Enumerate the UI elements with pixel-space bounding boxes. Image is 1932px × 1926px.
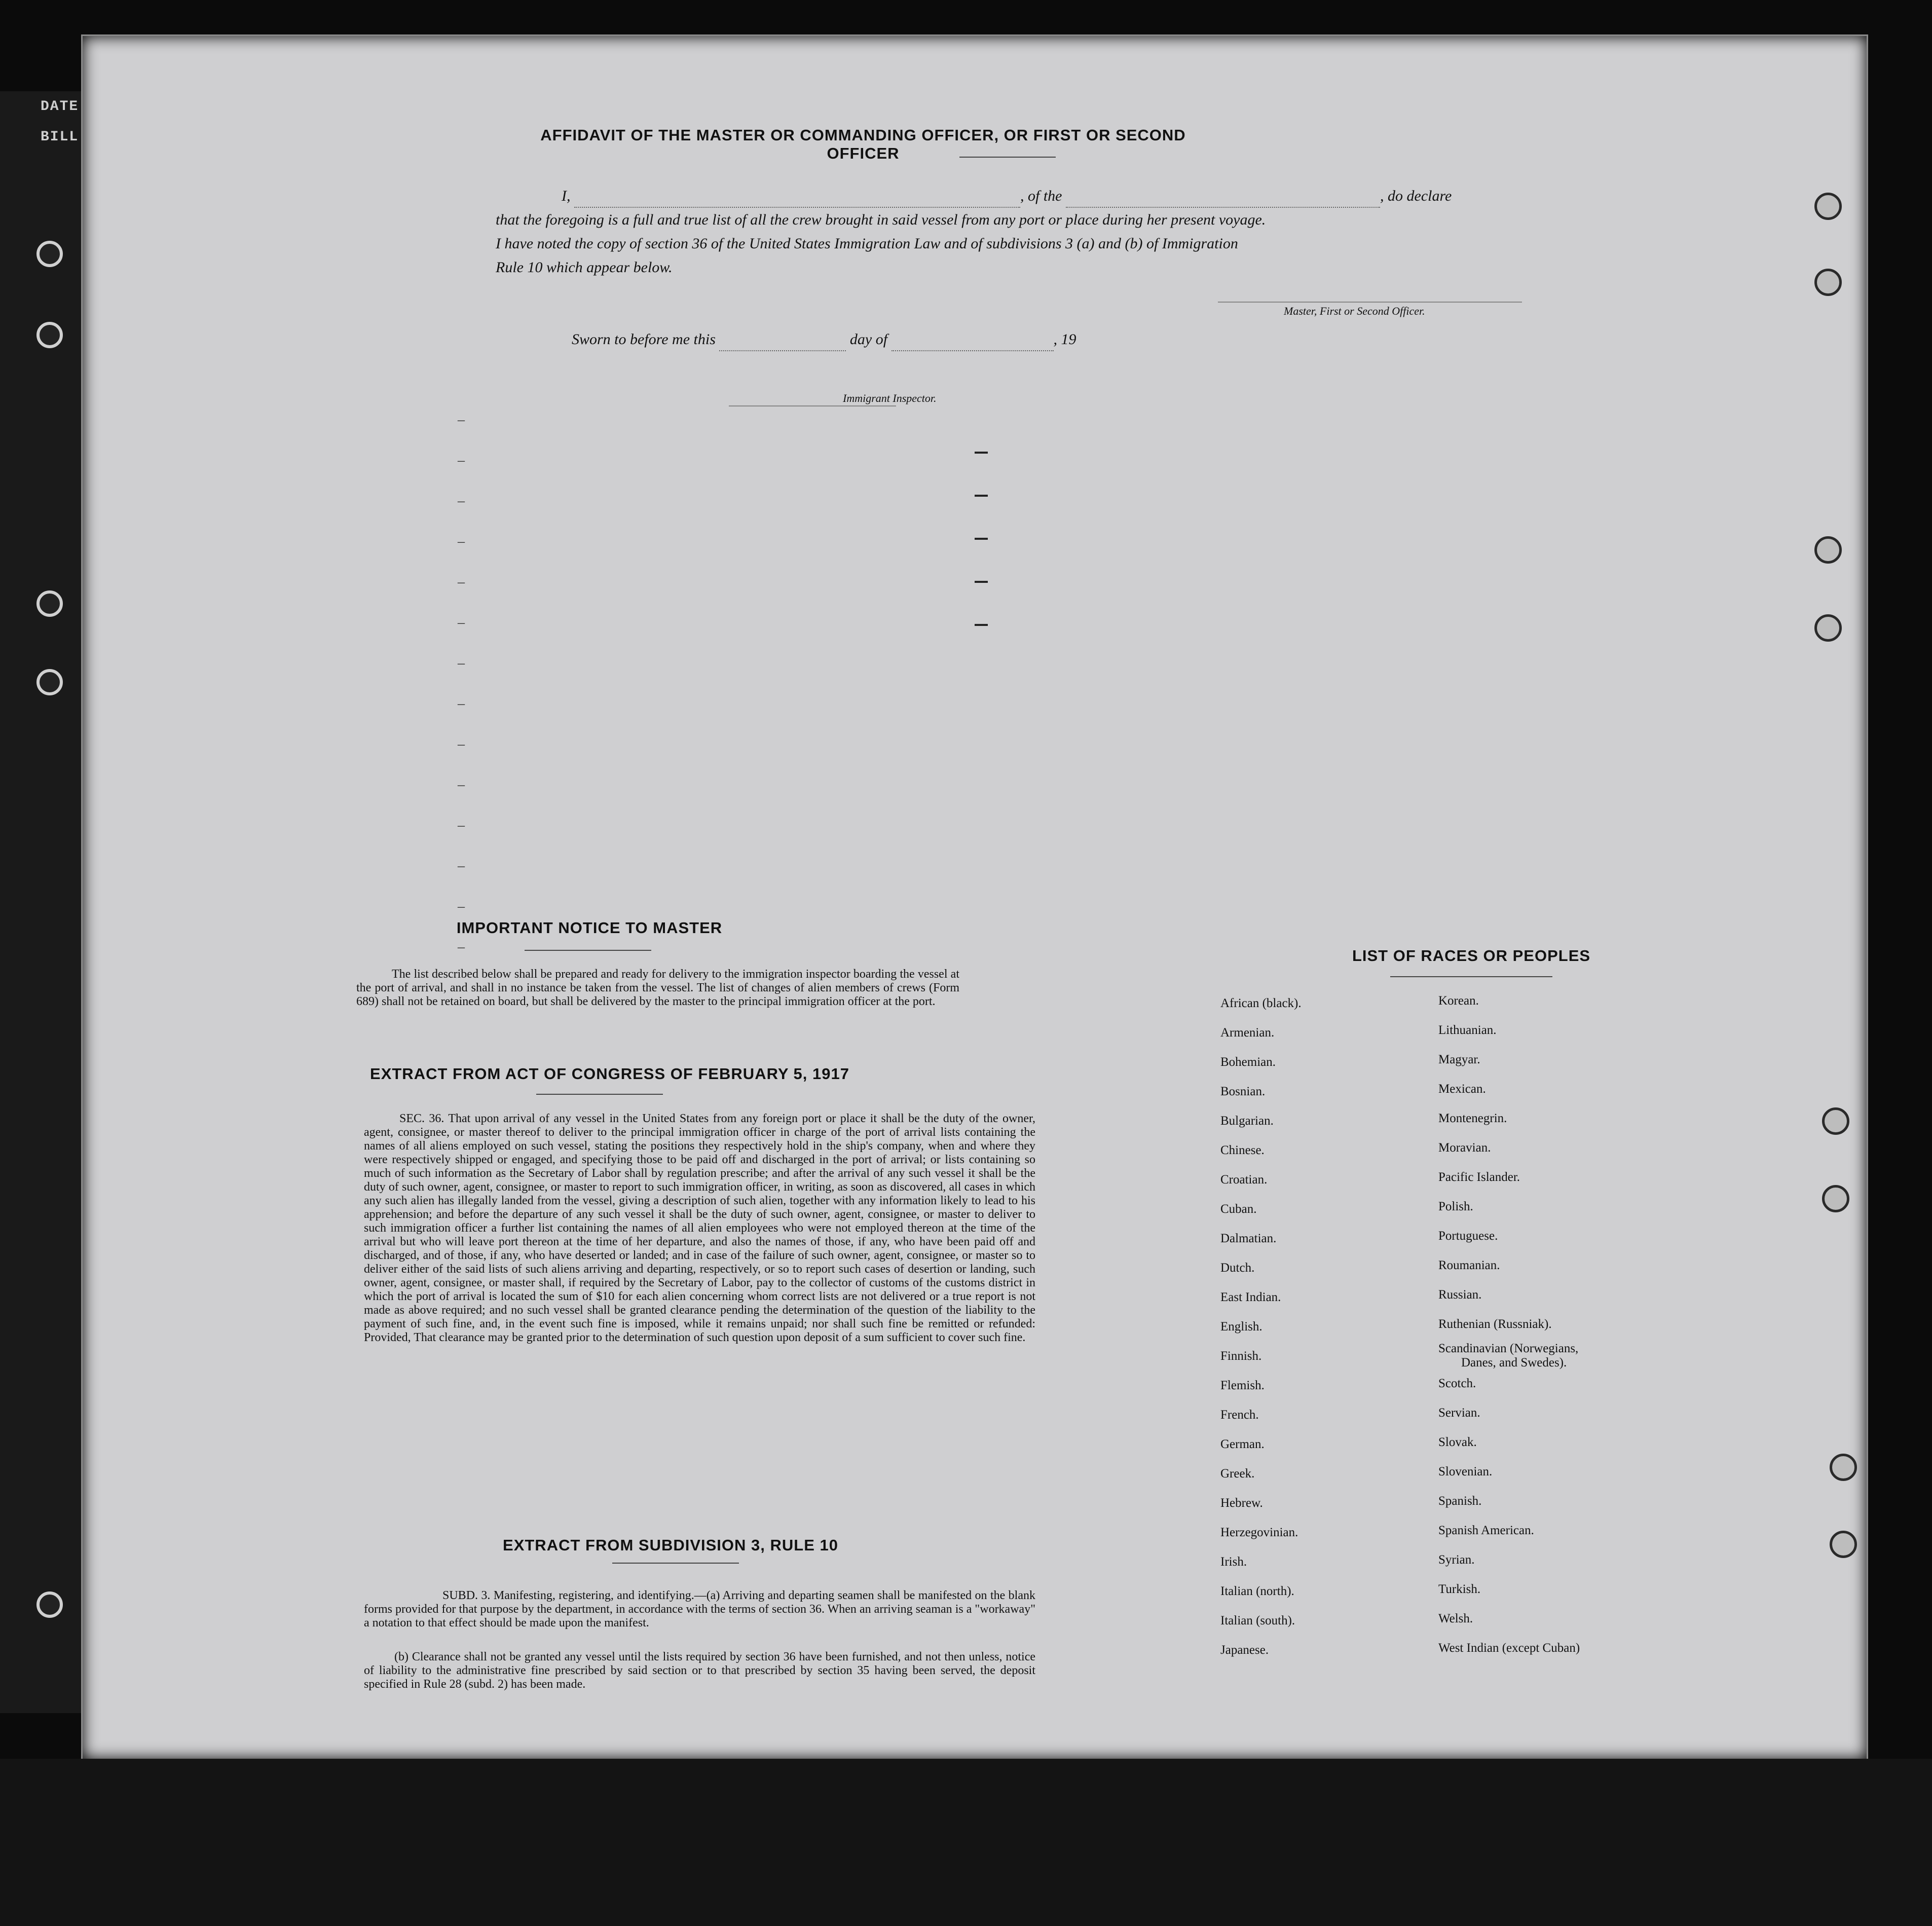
race-item: Chinese. <box>1220 1143 1265 1157</box>
sworn-day-blank[interactable] <box>719 337 846 351</box>
affidavit-line-3: I have noted the copy of section 36 of the United States Immigration Law and of subdivisions 3 (a) and (b) of Immigration <box>496 235 1238 252</box>
race-item: Armenian. <box>1220 1026 1275 1040</box>
race-item: German. <box>1220 1437 1265 1451</box>
race-item: Pacific Islander. <box>1438 1170 1520 1184</box>
notice-rule <box>525 950 651 951</box>
binder-hole <box>1830 1454 1857 1481</box>
race-item: Scotch. <box>1438 1377 1476 1390</box>
race-item: Mexican. <box>1438 1082 1486 1096</box>
race-item: Servian. <box>1438 1406 1480 1420</box>
binder-hole <box>36 669 63 695</box>
race-item: Scandinavian (Norwegians, <box>1438 1342 1579 1355</box>
act-rule <box>536 1094 663 1095</box>
act-title: EXTRACT FROM ACT OF CONGRESS OF FEBRUARY 5, 1917 <box>370 1065 849 1083</box>
day-of-label: day of <box>849 331 888 348</box>
race-item: Greek. <box>1220 1467 1255 1480</box>
race-item: English. <box>1220 1320 1262 1334</box>
races-rule <box>1390 976 1552 977</box>
sworn-month-blank[interactable] <box>891 337 1054 351</box>
bottom-dark-border <box>0 1759 1932 1926</box>
binder-hole <box>1814 614 1842 642</box>
race-item: Syrian. <box>1438 1553 1475 1567</box>
sworn-label: Sworn to before me this <box>572 331 716 348</box>
race-item: Cuban. <box>1220 1202 1257 1216</box>
race-item: Slovak. <box>1438 1435 1477 1449</box>
race-item: Herzegovinian. <box>1220 1526 1298 1539</box>
race-item: Hebrew. <box>1220 1496 1263 1510</box>
binder-hole <box>36 590 63 617</box>
race-item: Croatian. <box>1220 1173 1268 1187</box>
race-item: Dalmatian. <box>1220 1232 1277 1245</box>
race-item: Dutch. <box>1220 1261 1255 1275</box>
race-item: Magyar. <box>1438 1053 1480 1066</box>
binder-hole <box>1814 536 1842 564</box>
binder-hole <box>1814 269 1842 296</box>
race-item: Irish. <box>1220 1555 1247 1569</box>
act-text: SEC. 36. That upon arrival of any vessel in the United States from any foreign port or place it shall be the duty of the owner, agent, consignee, or master thereof to deliver to the principal immigration officer in charge of the port of arrival lists containing the names of all aliens employed on such vessel, stating the positions they respectively hold in the ship's company, when and where they were respectively shipped or engaged, and specifying those to be paid off and discharged in the port of arrival; or lists containing so much of such information as the Secretary of Labor shall by regulation prescribe; and after the arrival of any such vessel it shall be the duty of such owner, agent, consignee, or master to report to such immigration officer, in writing, as soon as discovered, all cases in which any such alien has illegally landed from the vessel, giving a description of such alien, together with any information likely to lead to his apprehension; and before the departure of any such vessel it shall be the duty of such owner, agent, consignee, or master to deliver to such immigration officer a further list containing the names of all alien employees who were not employed thereon at the time of the arrival but who will leave port thereon at the time of her departure, and also the names of those, if any, who have been paid off and discharged, and of those, if any, who have deserted or landed; and in case of the failure of such owner, agent, consignee, or master so to deliver either of the said lists of such aliens arriving and departing, respectively, or so to report such cases of desertion or landing, such owner, agent, consignee, or master shall, if required by the Secretary of Labor, pay to the collector of customs of the customs district in which the port of arrival is located the sum of $10 for each alien concerning whom correct lists are not delivered or a true report is not made as above required; and no such vessel shall be granted clearance pending the determination of the question of the liability to the payment of such fine, and, in the event such fine is imposed, while it remains unpaid; nor shall such fine be remitted or refunded: Provided, That clearance may be granted prior to the determination of such question upon deposit of a sum sufficient to cover such fine. <box>364 1112 1035 1344</box>
name-blank[interactable] <box>574 194 1020 208</box>
binder-hole <box>1822 1185 1849 1212</box>
race-item: Welsh. <box>1438 1612 1473 1625</box>
binder-hole <box>36 1591 63 1618</box>
race-item: French. <box>1220 1408 1259 1422</box>
race-item: Italian (north). <box>1220 1584 1294 1598</box>
race-item: Montenegrin. <box>1438 1112 1507 1125</box>
affidavit-line-1 <box>562 184 1601 208</box>
race-item: Turkish. <box>1438 1582 1481 1596</box>
race-item: Flemish. <box>1220 1379 1265 1392</box>
affidavit-declare: , do declare <box>1380 188 1452 204</box>
notice-text: The list described below shall be prepared and ready for delivery to the immigration inspector boarding the vessel at the port of arrival, and shall in no instance be taken from the vessel. The list of changes of alien members of crews (Form 689) shall not be retained on board, but shall be delivered by the master to the principal immigration officer at the port. <box>356 968 959 1008</box>
race-item: Polish. <box>1438 1200 1473 1213</box>
rule-para-a: SUBD. 3. Manifesting, registering, and identifying.—(a) Arriving and departing seamen shall be manifested on the blank forms provided for that purpose by the department, in accordance with the terms of section 36. When an arriving seaman is a "workaway" a notation to that effect should be made upon the manifest. <box>364 1589 1035 1629</box>
race-item: Spanish. <box>1438 1494 1482 1508</box>
race-item: Portuguese. <box>1438 1229 1498 1243</box>
rule-para-b: (b) Clearance shall not be granted any vessel until the lists required by section 36 have been furnished, and not then unless, notice of liability to the administrative fine prescribed by said section or to that prescribed by section 35 having been served, the deposit specified in Rule 28 (subd. 2) has been made. <box>364 1650 1035 1691</box>
document-page: AFFIDAVIT OF THE MASTER OR COMMANDING OFFICER, OR FIRST OR SECOND OFFICER I, , of the , do declare that the foregoing is a full and true list of all the crew brought in said vessel from any port or place during her present voyage. I have noted the copy of section 36 of the United States Immigration Law and of subdivisions 3 (a) and (b) of Immigration Rule 10 which appear below. Master, First or Second Officer. Sworn to before me this day of , 19 Immigrant Inspector. – – – – – – – – – – – – – – IMPORTANT NOTICE TO MASTER The list described below shall be prepared and ready for delivery to the immigration inspector boarding the vessel at the port of arrival, and shall in no instance be taken from the vessel. The list of changes of alien members of crews (Form 689) shall not be retained on board, but shall be delivered by the master to the principal immigration officer at the port. EXTRACT FROM ACT OF CONGRESS OF FEBRUARY 5, 1917 SEC. 36. That upon arrival of any vessel in the United States from any foreign port or place it shall be the duty of the owner, agent, consignee, or master thereof to deliver to the principal immigration officer in charge of the port of arrival lists containing the names of all aliens employed on such vessel, stating the positions they respectively hold in the ship's company, when and where they were respectively shipped or engaged, and specifying those to be paid off and discharged in the port of arrival; or lists containing so much of such information as the Secretary of Labor shall by regulation prescribe; and after the arrival of any such vessel it shall be the duty of such owner, agent, consignee, or master to report to such immigration officer, in writing, as soon as discovered, all cases in which any such alien has illegally landed from the vessel, giving a description of such alien, together with any information likely to lead to his apprehension; and before the departure of any such vessel it shall be the duty of such owner, agent, consignee, or master to deliver to such immigration officer a further list containing the names of all alien employees who were not employed thereon at the time of the arrival but who will leave port thereon at the time of her departure, and also the names of those, if any, who have been paid off and discharged, and of those, if any, who have deserted or landed; and in case of the failure of such owner, agent, consignee, or master so to deliver either of the said lists of such aliens arriving and departing, respectively, or so to report such cases of desertion or landing, such owner, agent, consignee, or master shall, if required by the Secretary of Labor, pay to the collector of customs of the customs district in which the port of arrival is located the sum of $10 for each alien concerning whom correct lists are not delivered or a true report is not made as above required; and no such vessel shall be granted clearance pending the determination of the question of the liability to the payment of such fine, and, in the event such fine is imposed, while it remains unpaid; nor shall such fine be remitted or refunded: Provided, That clearance may be granted prior to the determination of such question upon deposit of a sum sufficient to cover such fine. EXTRACT FROM SUBDIVISION 3, RULE 10 SUBD. 3. Manifesting, registering, and identifying.—(a) Arriving and departing seamen shall be manifested on the blank forms provided for that purpose by the department, in accordance with the terms of section 36. When an arriving seaman is a "workaway" a notation to that effect should be made upon the manifest. (b) Clearance shall not be granted any vessel until the lists required by section 36 have been furnished, and not then unless, notice of liability to the administrative fine prescribed by said section or to that prescribed by section 35 having been served, the deposit specified in Rule 28 (subd. 2) has been made. LIST OF RACES OR PEOPLES African (black). Armenian. Bohemian. Bosnian. Bulgarian. Chinese. Croatian. Cuban. Dalmatian. Dutch. East Indian. English. Finnish. Flemish. French. German. Greek. Hebrew. Herzegovinian. Irish. Italian (north). Italian (south). Japanese. Korean. Lithuanian. Magyar. Mexican. Montenegrin. Moravian. Pacific Islander. Polish. Portuguese. Roumanian. Russian. Ruthenian (Russniak). Scandinavian (Norwegians, Danes, and Swedes). Scotch. Servian. Slovak. Slovenian. Spanish. Spanish American. Syrian. Turkish. Welsh. West Indian (except Cuban) <box>81 34 1868 1761</box>
rule-rule <box>612 1563 739 1564</box>
race-item: African (black). <box>1220 996 1302 1010</box>
race-item: Ruthenian (Russniak). <box>1438 1317 1552 1331</box>
sworn-line <box>572 327 1231 351</box>
race-item: Finnish. <box>1220 1349 1262 1363</box>
race-item: East Indian. <box>1220 1290 1281 1304</box>
affidavit-i: I, <box>562 188 571 204</box>
race-item: West Indian (except Cuban) <box>1438 1641 1580 1655</box>
race-item: Japanese. <box>1220 1643 1269 1657</box>
inspector-signature-line[interactable] <box>729 405 896 406</box>
races-title: LIST OF RACES OR PEOPLES <box>1352 947 1591 965</box>
race-item: Bohemian. <box>1220 1055 1276 1069</box>
race-item: Slovenian. <box>1438 1465 1493 1478</box>
race-item: Bosnian. <box>1220 1085 1266 1098</box>
binder-hole <box>1830 1531 1857 1558</box>
affidavit-line-4: Rule 10 which appear below. <box>496 259 673 276</box>
affidavit-of-the: , of the <box>1020 188 1062 204</box>
year-label: , 19 <box>1053 331 1076 348</box>
race-item: Bulgarian. <box>1220 1114 1274 1128</box>
signature-caption: Master, First or Second Officer. <box>1284 305 1425 317</box>
inspector-caption: Immigrant Inspector. <box>843 392 937 404</box>
race-item: Danes, and Swedes). <box>1461 1356 1567 1369</box>
signature-line[interactable] <box>1218 302 1522 303</box>
race-item: Russian. <box>1438 1288 1482 1302</box>
race-item: Spanish American. <box>1438 1524 1534 1537</box>
race-item: Roumanian. <box>1438 1258 1500 1272</box>
binder-hole <box>1814 193 1842 220</box>
notice-title: IMPORTANT NOTICE TO MASTER <box>456 919 723 937</box>
binder-hole <box>1822 1107 1849 1135</box>
race-item: Italian (south). <box>1220 1614 1295 1627</box>
race-item: Lithuanian. <box>1438 1023 1497 1037</box>
title-rule <box>959 157 1056 158</box>
margin-mark-date: DATE <box>41 99 79 115</box>
affidavit-line-2: that the foregoing is a full and true list of all the crew brought in said vessel from any port or place during her present voyage. <box>496 211 1266 228</box>
rule-title: EXTRACT FROM SUBDIVISION 3, RULE 10 <box>503 1536 838 1554</box>
affidavit-title: AFFIDAVIT OF THE MASTER OR COMMANDING OFFICER, OR FIRST OR SECOND OFFICER <box>540 126 1186 162</box>
race-item: Korean. <box>1438 994 1479 1008</box>
binder-hole <box>36 241 63 267</box>
margin-mark-bill: BILL <box>41 129 79 145</box>
vessel-blank[interactable] <box>1066 194 1380 208</box>
binder-hole <box>36 322 63 348</box>
race-item: Moravian. <box>1438 1141 1491 1155</box>
